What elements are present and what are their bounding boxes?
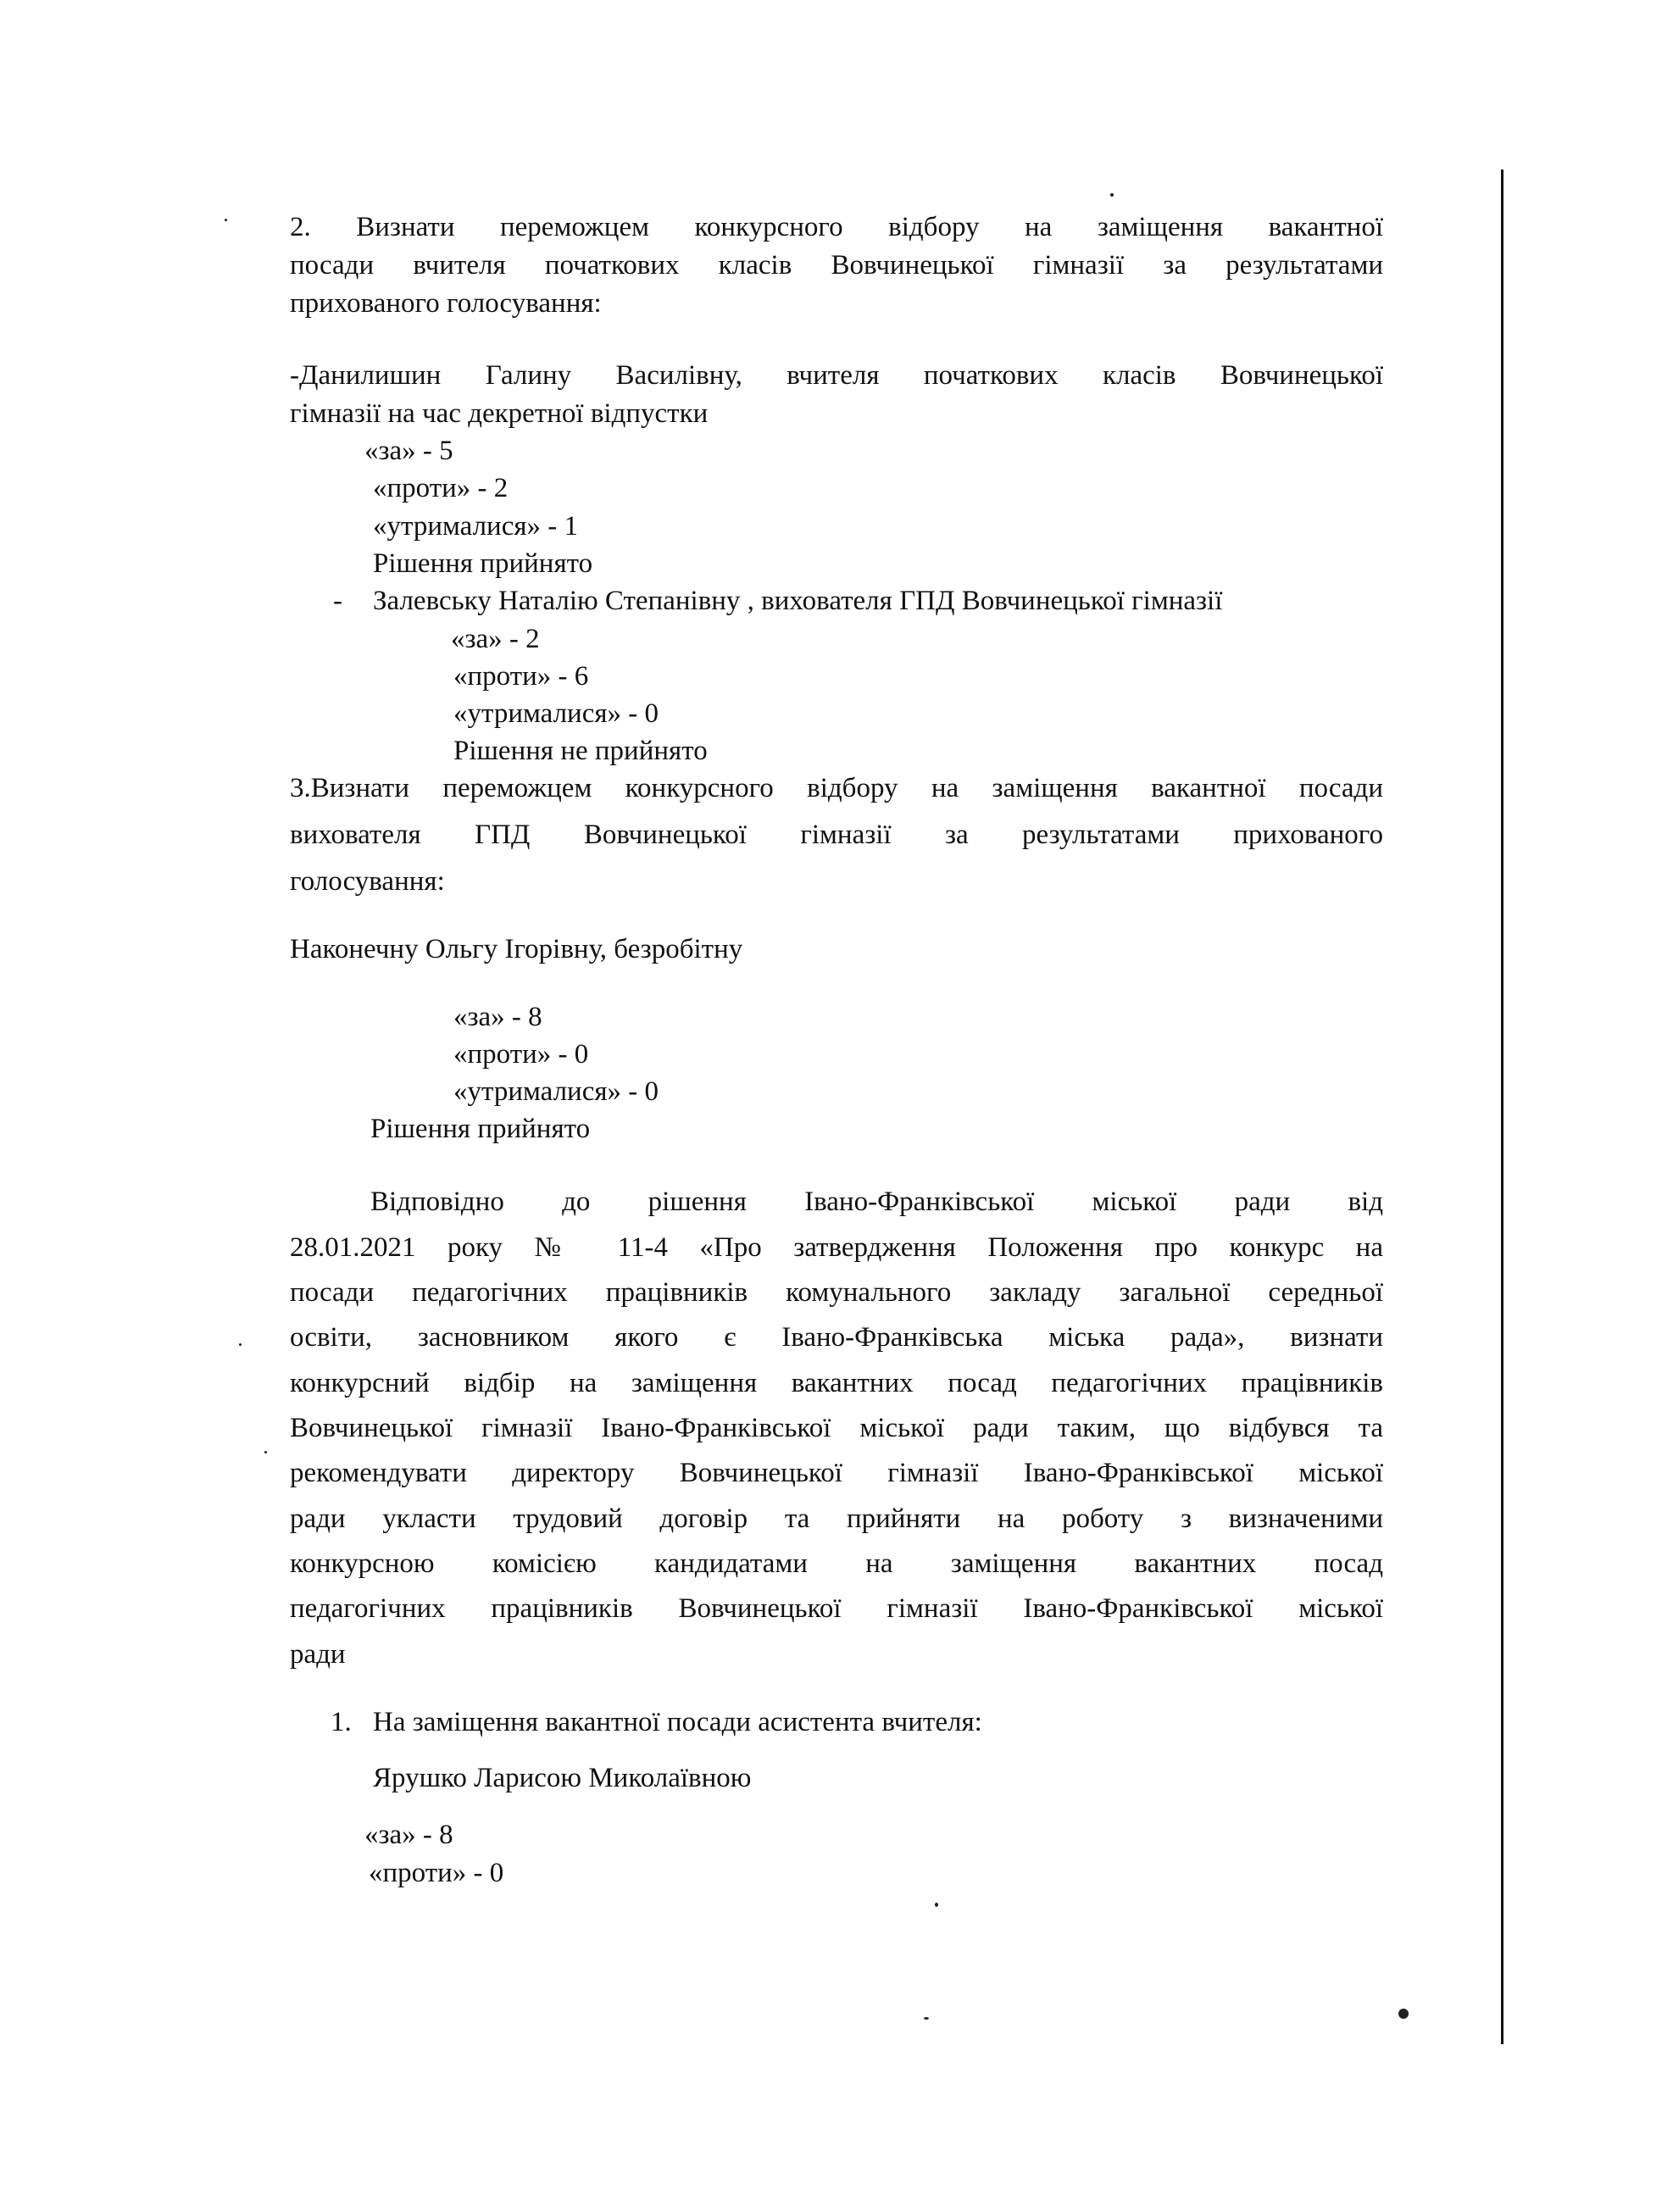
resolution-line-11: ради	[290, 1639, 346, 1670]
section3-decision: Рішення прийнято	[370, 1114, 591, 1144]
scan-speck	[924, 2017, 929, 2020]
scan-speck	[935, 1903, 938, 1907]
section3-heading-line-2: вихователя ГПД Вовчинецької гімназії за результатами прихованого	[290, 820, 1383, 850]
candidate2-decision: Рішення не прийнято	[453, 736, 708, 766]
candidate1-votes-against: «проти» - 2	[373, 473, 509, 503]
section2-heading-line-1: 2. Визнати переможцем конкурсного відбору на заміщення вакантної	[290, 212, 1383, 242]
resolution-line-9: конкурсною комісією кандидатами на заміщення вакантних посад	[290, 1548, 1383, 1579]
section3-candidate-name: Наконечну Ольгу Ігорівну, безробітну	[290, 934, 743, 964]
section3-votes-abstained: «утрималися» - 0	[453, 1076, 659, 1107]
candidate2-votes-abstained: «утрималися» - 0	[453, 698, 659, 729]
resolution-line-6: Вовчинецької гімназії Івано-Франківської міської ради таким, що відбувся та	[290, 1413, 1383, 1443]
candidate2-name: Залевську Наталію Степанівну , вихователя ГПД Вовчинецької гімназії	[373, 586, 1223, 616]
scan-speck	[225, 219, 227, 221]
resolution-line-3: посади педагогічних працівників комунального закладу загальної середньої	[290, 1277, 1383, 1308]
section2-heading-line-2: посади вчителя початкових класів Вовчинецької гімназії за результатами	[290, 250, 1383, 281]
appointment1-name: Ярушко Ларисою Миколаївною	[373, 1763, 752, 1793]
appointment1-number: 1.	[331, 1707, 352, 1737]
candidate1-name-line-1: -Данилишин Галину Василівну, вчителя початкових класів Вовчинецької	[290, 360, 1383, 391]
candidate1-votes-abstained: «утрималися» - 1	[373, 511, 579, 542]
appointment1-position: На заміщення вакантної посади асистента вчителя:	[373, 1707, 982, 1737]
candidate2-bullet: -	[333, 586, 342, 616]
resolution-line-2: 28.01.2021 року № 11-4 «Про затвердження Положення про конкурс на	[290, 1232, 1383, 1263]
page-margin-line	[1501, 170, 1503, 2044]
resolution-line-8: ради укласти трудовий договір та прийняти на роботу з визначеними	[290, 1503, 1383, 1534]
resolution-line-7: рекомендувати директору Вовчинецької гімназії Івано-Франківської міської	[290, 1458, 1383, 1488]
resolution-line-10: педагогічних працівників Вовчинецької гімназії Івано-Франківської міської	[290, 1593, 1383, 1624]
section3-heading-line-1: 3.Визнати переможцем конкурсного відбору на заміщення вакантної посади	[290, 773, 1383, 803]
appointment1-votes-against: «проти» - 0	[369, 1858, 504, 1888]
section3-votes-for: «за» - 8	[453, 1002, 542, 1032]
appointment1-votes-for: «за» - 8	[364, 1820, 453, 1850]
scan-speck	[264, 1451, 267, 1453]
resolution-line-1: Відповідно до рішення Івано-Франківської міської ради від	[370, 1187, 1383, 1217]
resolution-line-4: освіти, засновником якого є Івано-Франківська міська рада», визнати	[290, 1322, 1383, 1353]
candidate2-votes-against: «проти» - 6	[453, 661, 589, 692]
resolution-line-5: конкурсний відбір на заміщення вакантних посад педагогічних працівників	[290, 1368, 1383, 1398]
section3-votes-against: «проти» - 0	[453, 1039, 589, 1070]
candidate2-votes-for: «за» - 2	[451, 624, 540, 654]
candidate1-decision: Рішення прийнято	[373, 548, 593, 579]
section2-heading-line-3: прихованого голосування:	[290, 288, 602, 319]
section3-heading-line-3: голосування:	[290, 866, 445, 897]
candidate1-name-line-2: гімназії на час декретної відпустки	[290, 398, 709, 429]
scan-speck	[1110, 193, 1114, 197]
scan-speck	[1398, 2009, 1409, 2019]
scan-speck	[239, 1343, 242, 1346]
candidate1-votes-for: «за» - 5	[364, 436, 453, 466]
